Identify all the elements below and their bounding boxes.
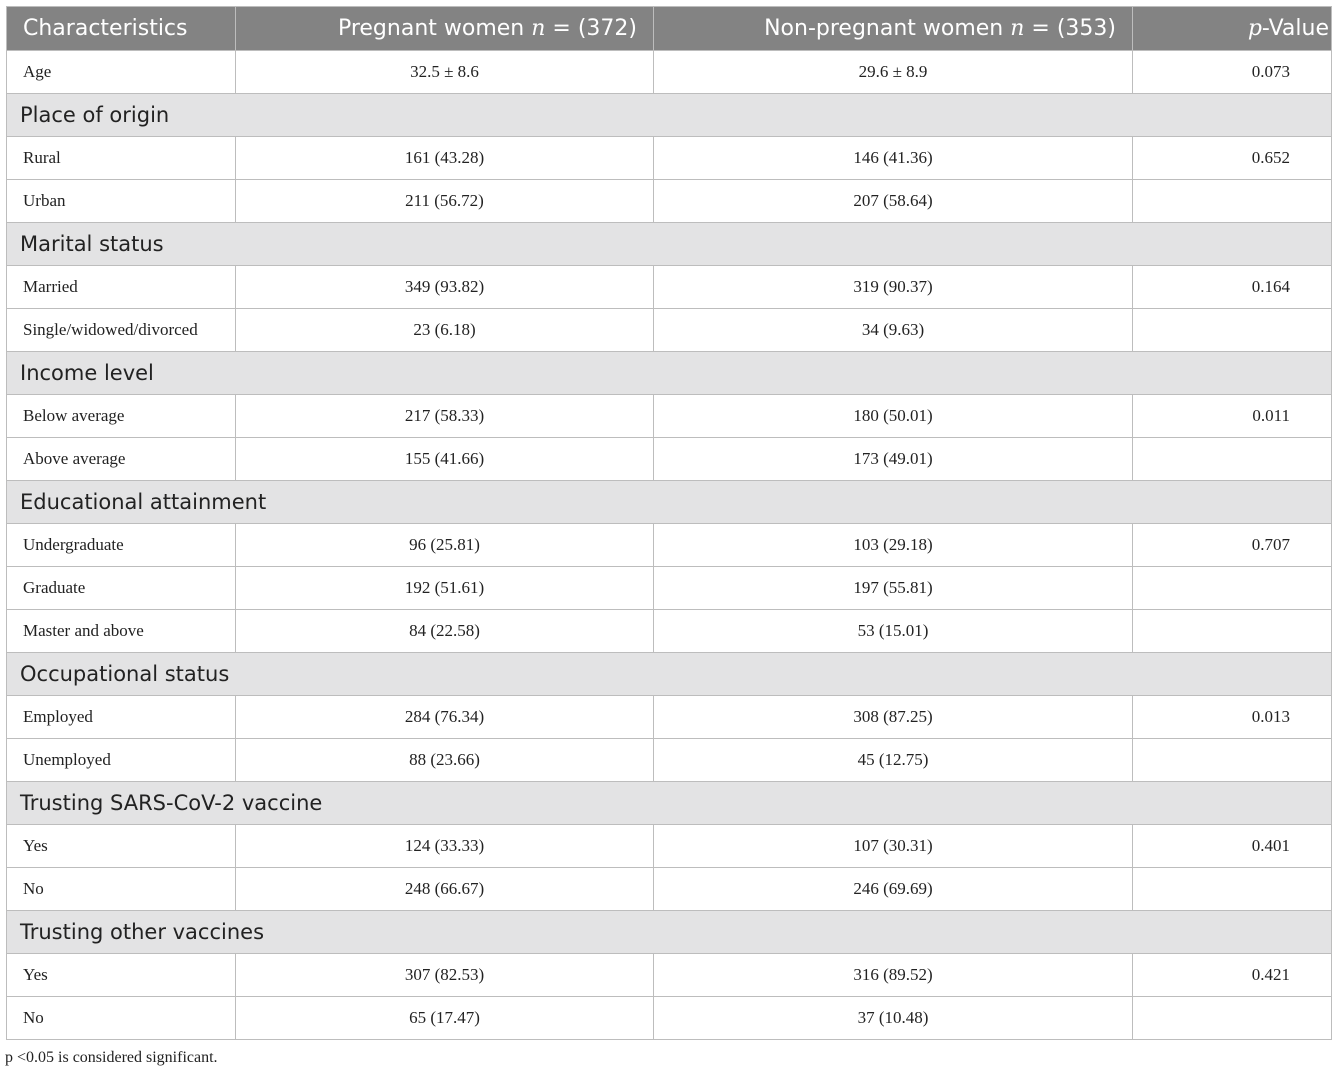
table-row — [7, 180, 1332, 223]
cell-pvalue — [1133, 997, 1332, 1040]
section-row — [7, 94, 1332, 137]
section-row — [7, 481, 1332, 524]
cell-pvalue — [1133, 868, 1332, 911]
header-pregnant-n: n — [531, 16, 546, 41]
row-label: Above average — [7, 438, 236, 481]
cell-nonpregnant: 207 (58.64) — [654, 180, 1133, 223]
cell-nonpregnant: 173 (49.01) — [654, 438, 1133, 481]
table-row — [7, 395, 1332, 438]
cell-pregnant: 84 (22.58) — [236, 610, 654, 653]
row-label: Master and above — [7, 610, 236, 653]
header-row — [7, 7, 1332, 51]
row-label: Married — [7, 266, 236, 309]
cell-nonpregnant: 53 (15.01) — [654, 610, 1133, 653]
table-row — [7, 825, 1332, 868]
row-label: Undergraduate — [7, 524, 236, 567]
cell-nonpregnant: 146 (41.36) — [654, 137, 1133, 180]
header-pvalue-p: p — [1247, 16, 1262, 41]
table-row — [7, 309, 1332, 352]
row-label: Age — [7, 51, 236, 94]
table-row — [7, 438, 1332, 481]
cell-pregnant: 96 (25.81) — [236, 524, 654, 567]
table-footnote: p <0.05 is considered significant. — [5, 1049, 218, 1066]
section-title: Educational attainment — [7, 481, 1332, 524]
table-row — [7, 868, 1332, 911]
cell-pregnant: 32.5 ± 8.6 — [236, 51, 654, 94]
table-row — [7, 51, 1332, 94]
cell-nonpregnant: 107 (30.31) — [654, 825, 1133, 868]
row-label: Below average — [7, 395, 236, 438]
cell-pregnant: 217 (58.33) — [236, 395, 654, 438]
cell-pvalue — [1133, 309, 1332, 352]
table-body — [7, 51, 1332, 1040]
cell-pvalue: 0.421 — [1133, 954, 1332, 997]
cell-pvalue: 0.013 — [1133, 696, 1332, 739]
row-label: Yes — [7, 954, 236, 997]
cell-pvalue: 0.073 — [1133, 51, 1332, 94]
row-label: Employed — [7, 696, 236, 739]
cell-pvalue: 0.707 — [1133, 524, 1332, 567]
header-characteristics: Characteristics — [7, 7, 236, 51]
row-label: No — [7, 868, 236, 911]
cell-pregnant: 211 (56.72) — [236, 180, 654, 223]
table-row — [7, 567, 1332, 610]
row-label: Unemployed — [7, 739, 236, 782]
header-nonpregnant-n: n — [1010, 16, 1025, 41]
section-title: Trusting other vaccines — [7, 911, 1332, 954]
row-label: Rural — [7, 137, 236, 180]
cell-nonpregnant: 316 (89.52) — [654, 954, 1133, 997]
cell-pvalue — [1133, 739, 1332, 782]
cell-pregnant: 161 (43.28) — [236, 137, 654, 180]
row-label: Graduate — [7, 567, 236, 610]
table-row — [7, 137, 1332, 180]
cell-pvalue: 0.011 — [1133, 395, 1332, 438]
header-pregnant-prefix: Pregnant women — [337, 16, 532, 41]
table-row — [7, 524, 1332, 567]
section-row — [7, 223, 1332, 266]
cell-pregnant: 23 (6.18) — [236, 309, 654, 352]
row-label: No — [7, 997, 236, 1040]
cell-nonpregnant: 103 (29.18) — [654, 524, 1133, 567]
section-row — [7, 782, 1332, 825]
cell-pregnant: 192 (51.61) — [236, 567, 654, 610]
cell-nonpregnant: 197 (55.81) — [654, 567, 1133, 610]
cell-nonpregnant: 308 (87.25) — [654, 696, 1133, 739]
header-pvalue — [1133, 7, 1332, 51]
cell-nonpregnant: 180 (50.01) — [654, 395, 1133, 438]
cell-pregnant: 155 (41.66) — [236, 438, 654, 481]
table-row — [7, 266, 1332, 309]
table-row — [7, 954, 1332, 997]
cell-nonpregnant: 34 (9.63) — [654, 309, 1133, 352]
cell-pvalue — [1133, 180, 1332, 223]
cell-pregnant: 248 (66.67) — [236, 868, 654, 911]
header-pregnant — [236, 7, 654, 51]
cell-pregnant: 88 (23.66) — [236, 739, 654, 782]
cell-nonpregnant: 29.6 ± 8.9 — [654, 51, 1133, 94]
cell-pregnant: 124 (33.33) — [236, 825, 654, 868]
table-container — [6, 6, 1331, 1040]
table-row — [7, 610, 1332, 653]
cell-pvalue — [1133, 438, 1332, 481]
cell-nonpregnant: 45 (12.75) — [654, 739, 1133, 782]
section-title: Income level — [7, 352, 1332, 395]
table-row — [7, 739, 1332, 782]
cell-pregnant: 284 (76.34) — [236, 696, 654, 739]
cell-pvalue: 0.164 — [1133, 266, 1332, 309]
characteristics-table — [6, 6, 1332, 1040]
row-label: Single/widowed/divorced — [7, 309, 236, 352]
table-header — [7, 7, 1332, 51]
row-label: Yes — [7, 825, 236, 868]
cell-nonpregnant: 246 (69.69) — [654, 868, 1133, 911]
header-pregnant-suffix: = (372) — [545, 16, 637, 41]
cell-pvalue — [1133, 567, 1332, 610]
cell-nonpregnant: 319 (90.37) — [654, 266, 1133, 309]
header-nonpregnant — [654, 7, 1133, 51]
table-row — [7, 997, 1332, 1040]
row-label: Urban — [7, 180, 236, 223]
header-pvalue-suffix: -Value — [1261, 16, 1329, 41]
section-row — [7, 653, 1332, 696]
cell-pregnant: 349 (93.82) — [236, 266, 654, 309]
section-title: Trusting SARS-CoV-2 vaccine — [7, 782, 1332, 825]
section-title: Marital status — [7, 223, 1332, 266]
section-row — [7, 352, 1332, 395]
header-nonpregnant-suffix: = (353) — [1024, 16, 1116, 41]
section-title: Place of origin — [7, 94, 1332, 137]
cell-pvalue: 0.401 — [1133, 825, 1332, 868]
cell-pregnant: 65 (17.47) — [236, 997, 654, 1040]
table-row — [7, 696, 1332, 739]
cell-pregnant: 307 (82.53) — [236, 954, 654, 997]
header-nonpregnant-prefix: Non-pregnant women — [764, 16, 1011, 41]
cell-pvalue: 0.652 — [1133, 137, 1332, 180]
cell-nonpregnant: 37 (10.48) — [654, 997, 1133, 1040]
cell-pvalue — [1133, 610, 1332, 653]
section-title: Occupational status — [7, 653, 1332, 696]
section-row — [7, 911, 1332, 954]
